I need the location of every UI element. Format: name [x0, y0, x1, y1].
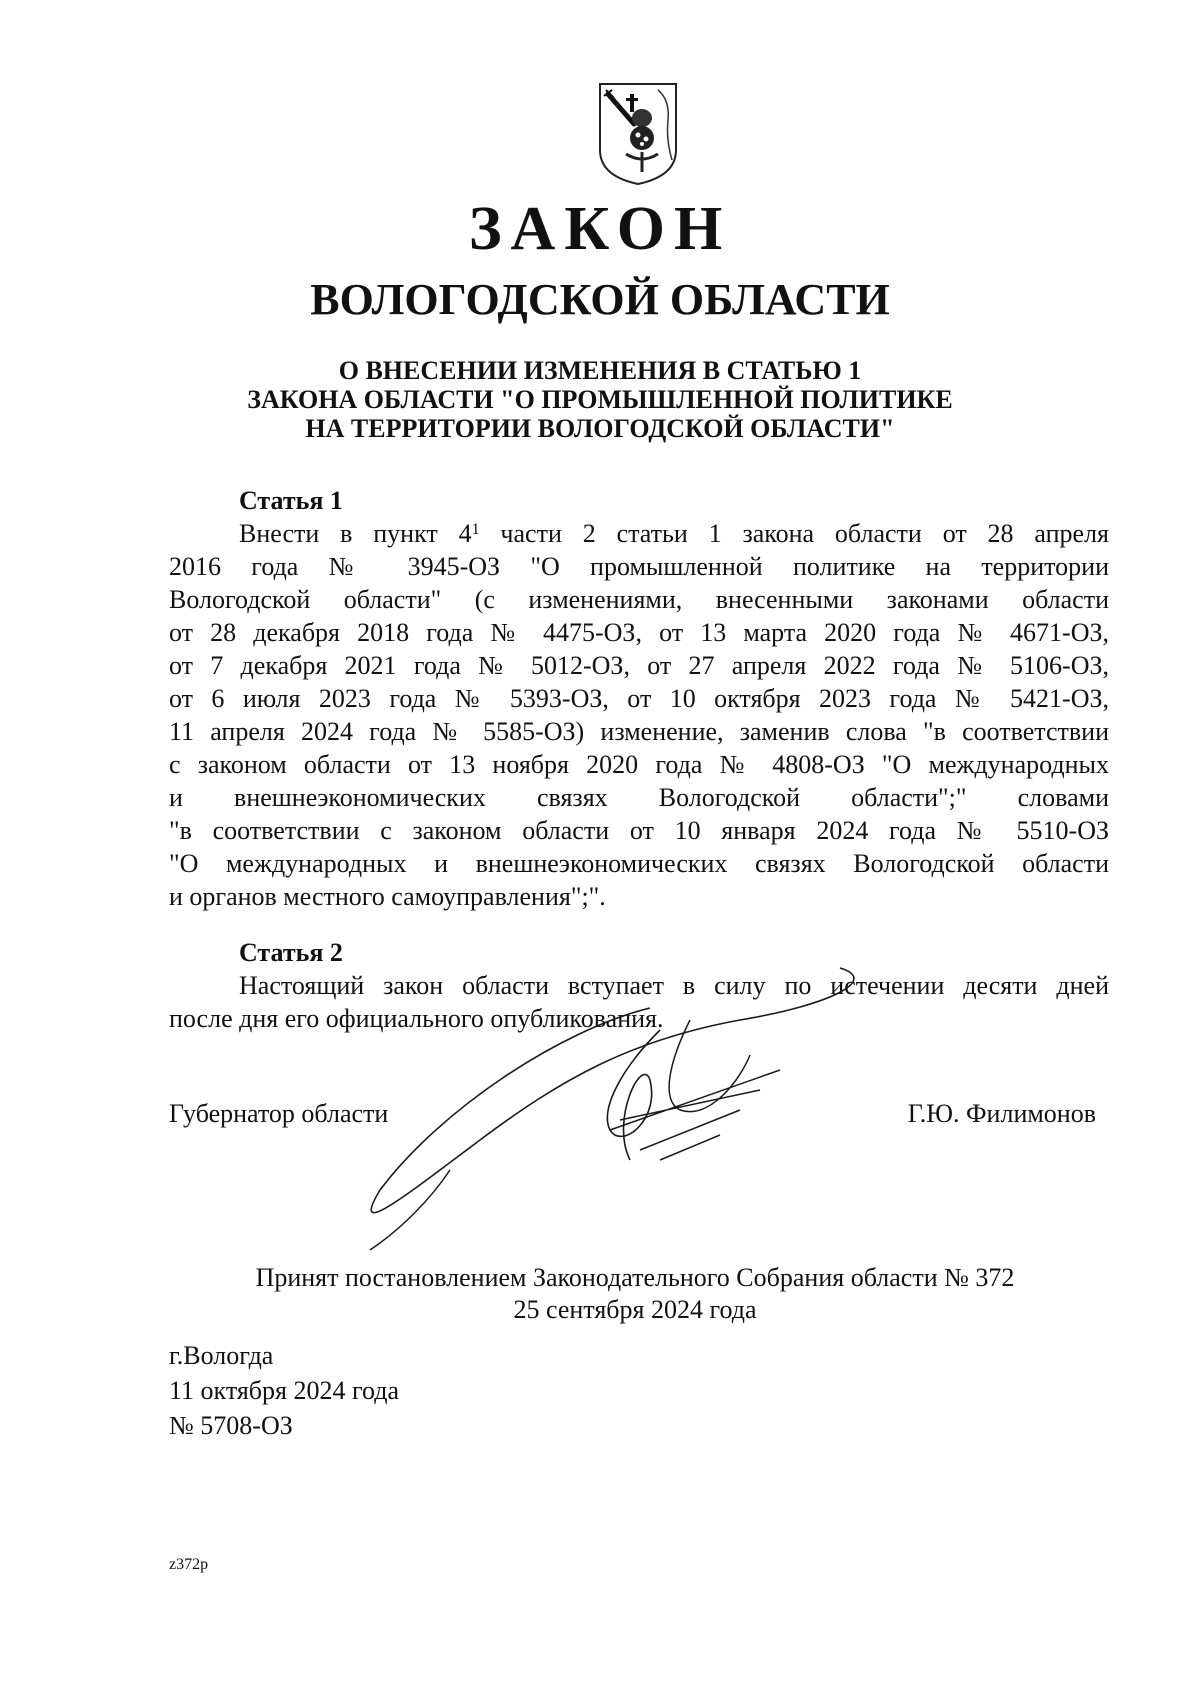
- text-line: и внешнеэкономических связях Вологодской области";" словами: [169, 783, 1109, 812]
- article-1-heading: Статья 1: [239, 486, 343, 515]
- text-line: от 6 июля 2023 года № 5393-ОЗ, от 10 октября 2023 года № 5421-ОЗ,: [169, 684, 1109, 713]
- text-line: "в соответствии с законом области от 10 января 2024 года № 5510-ОЗ: [169, 816, 1109, 845]
- article-1-text: [169, 517, 1109, 913]
- subtitle-line: НА ТЕРРИТОРИИ ВОЛОГОДСКОЙ ОБЛАСТИ": [305, 414, 895, 443]
- coat-of-arms-emblem: [596, 80, 680, 186]
- place-date-number: [169, 1338, 399, 1443]
- law-number: № 5708-ОЗ: [169, 1411, 293, 1440]
- law-subtitle: [0, 356, 1200, 443]
- text-line: 11 апреля 2024 года № 5585-ОЗ) изменение, заменив слова "в соответствии: [169, 717, 1109, 746]
- subtitle-line: ЗАКОНА ОБЛАСТИ "О ПРОМЫШЛЕННОЙ ПОЛИТИКЕ: [247, 385, 953, 414]
- article-2-heading: Статья 2: [239, 938, 343, 967]
- text-line: Вологодской области" (с изменениями, внесенными законами области: [169, 585, 1109, 614]
- text-line: после дня его официального опубликования.: [169, 1004, 664, 1033]
- text-line: от 7 декабря 2021 года № 5012-ОЗ, от 27 апреля 2022 года № 5106-ОЗ,: [169, 651, 1109, 680]
- text-line: и органов местного самоуправления";".: [169, 882, 606, 911]
- text-fragment: части 2 статьи 1 закона области от 28 апреля: [479, 519, 1109, 548]
- text-line: 2016 года № 3945-ОЗ "О промышленной политике на территории: [169, 552, 1109, 581]
- adoption-line: Принят постановлением Законодательного Собрания области № 372: [255, 1263, 1015, 1292]
- text-line: с законом области от 13 ноября 2020 года № 4808-ОЗ "О международных: [169, 750, 1109, 779]
- text-line: [169, 517, 1109, 550]
- superscript: 1: [471, 521, 480, 538]
- subtitle-line: О ВНЕСЕНИИ ИЗМЕНЕНИЯ В СТАТЬЮ 1: [338, 356, 862, 385]
- adoption-info: [0, 1262, 1200, 1326]
- signer-name: Г.Ю. Филимонов: [907, 1099, 1096, 1128]
- law-date: 11 октября 2024 года: [169, 1376, 400, 1405]
- adoption-date: 25 сентября 2024 года: [513, 1295, 757, 1324]
- text-line: Настоящий закон области вступает в силу по истечении десяти дней: [239, 971, 1109, 1000]
- region-title: ВОЛОГОДСКОЙ ОБЛАСТИ: [310, 275, 890, 324]
- text-line: от 28 декабря 2018 года № 4475-ОЗ, от 13 марта 2020 года № 4671-ОЗ,: [169, 618, 1109, 647]
- signer-position: Губернатор области: [169, 1099, 389, 1128]
- handwritten-signature: [360, 960, 880, 1260]
- document-title: ЗАКОН: [468, 195, 732, 263]
- footer-code: z372p: [169, 1556, 209, 1573]
- text-line: "О международных и внешнеэкономических связях Вологодской области: [169, 849, 1109, 878]
- city: г.Вологда: [169, 1341, 274, 1370]
- text-fragment: Внести в пункт 4: [239, 519, 472, 548]
